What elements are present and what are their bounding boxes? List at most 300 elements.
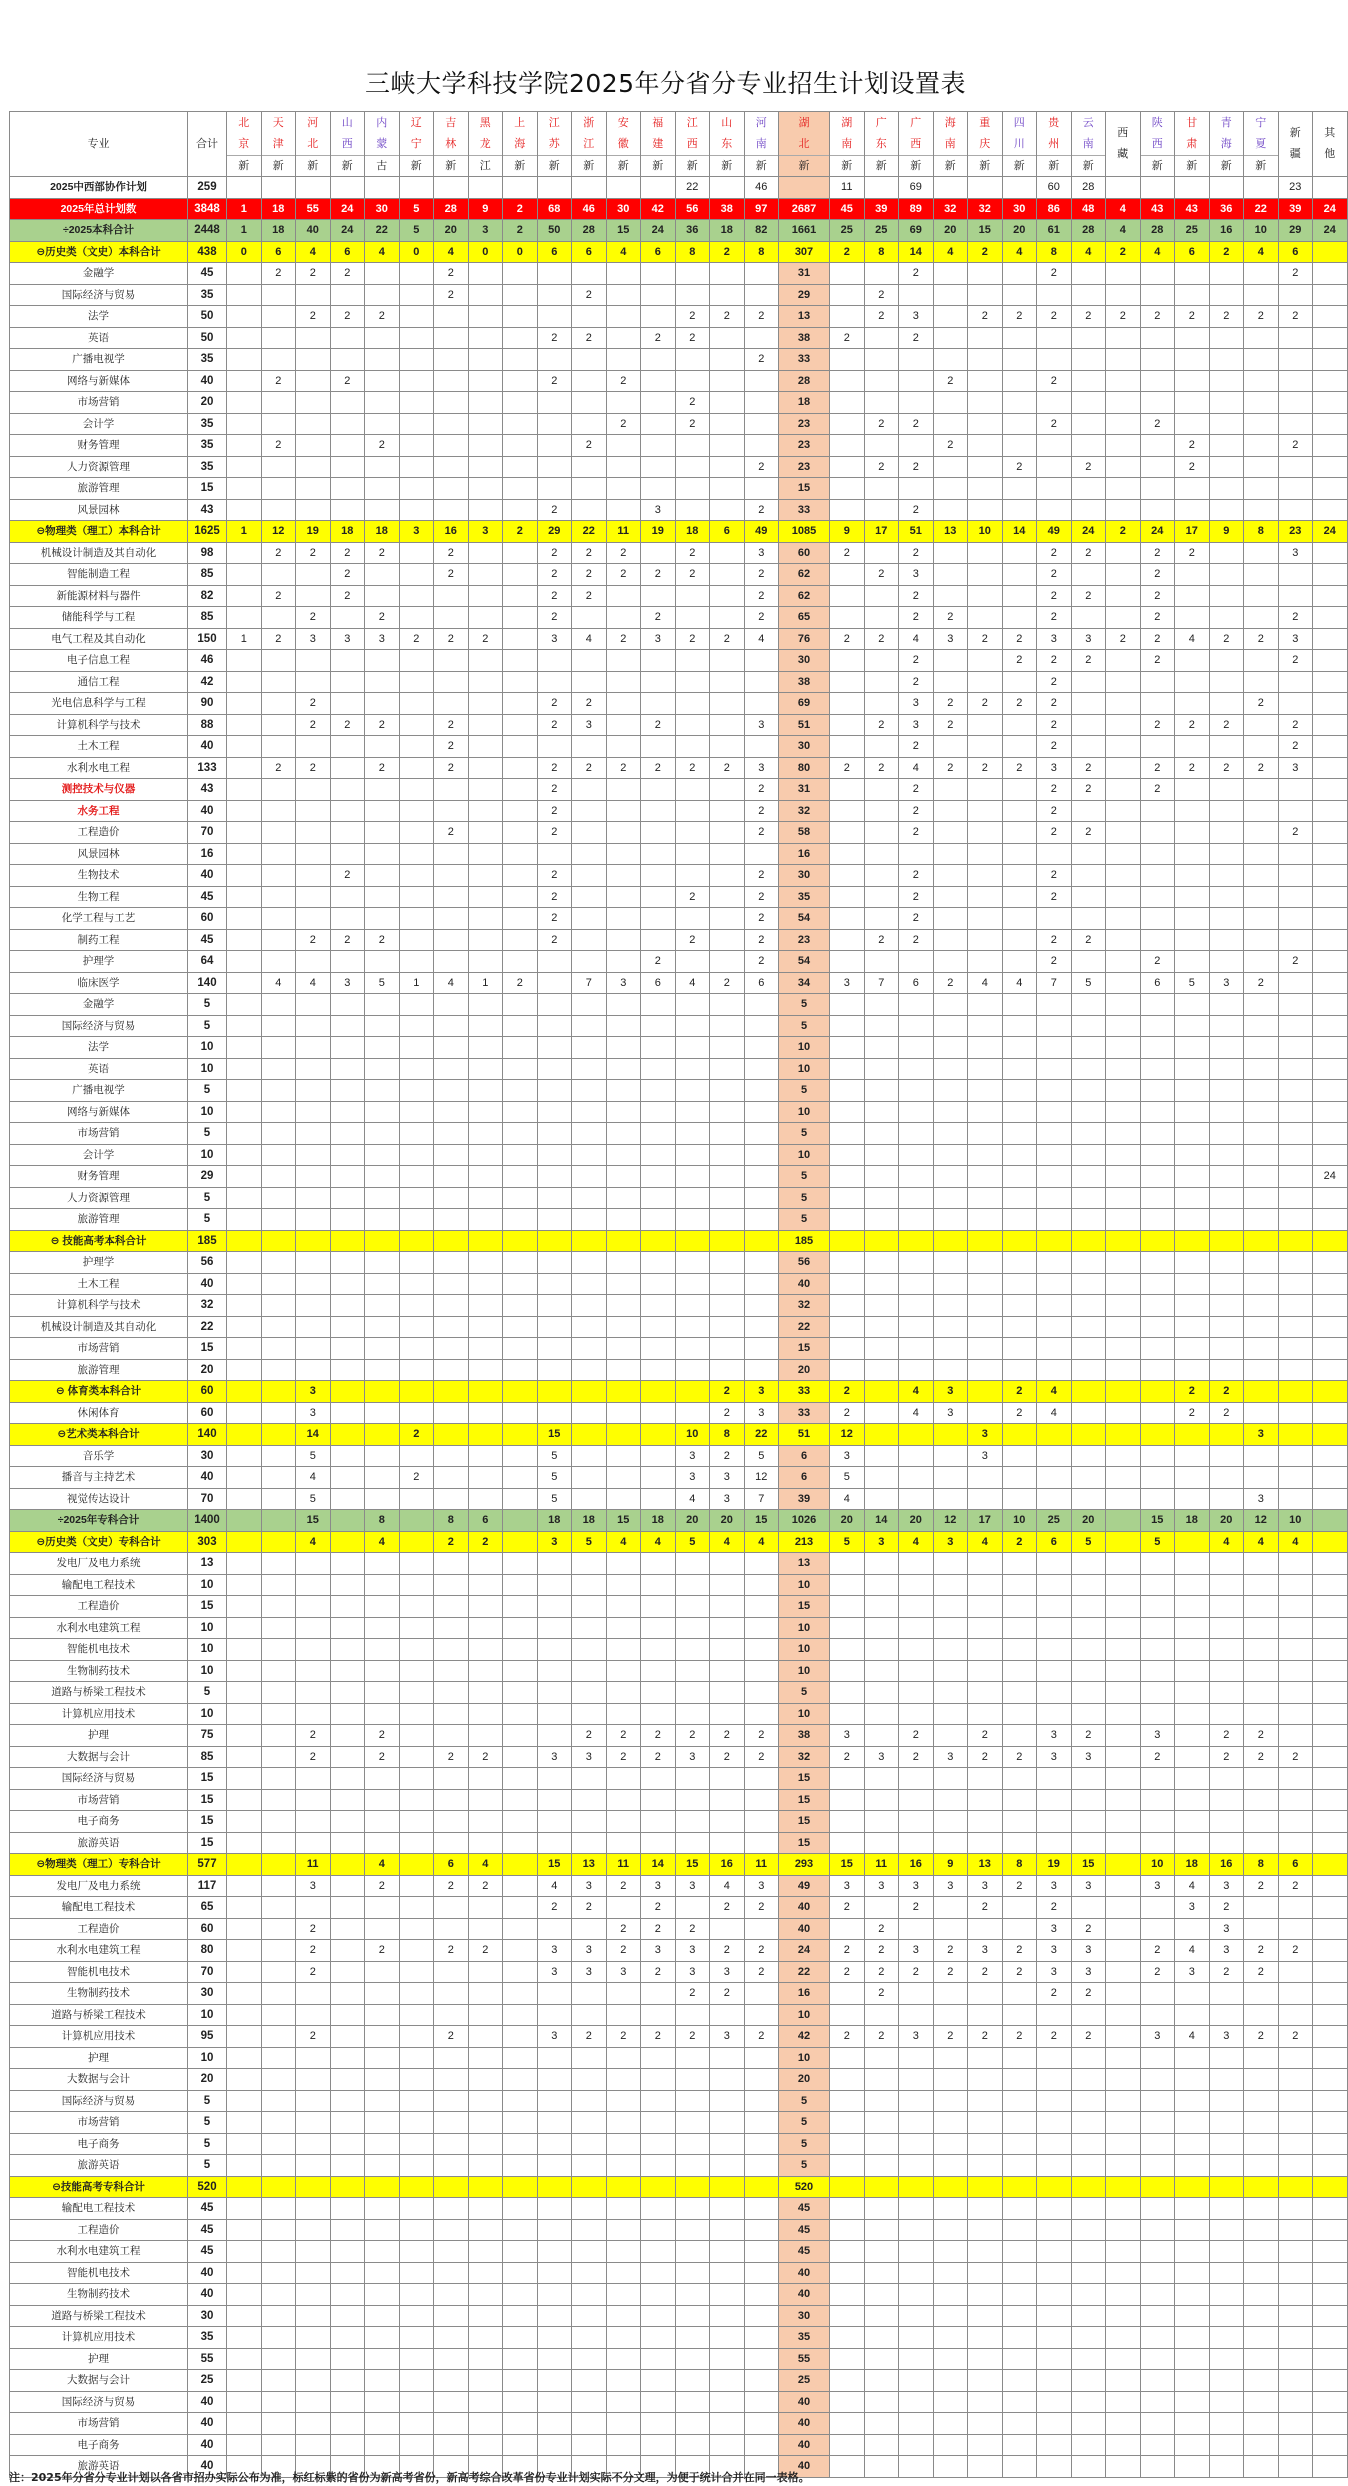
quota-cell (503, 757, 538, 779)
province-mark: 新 (1175, 155, 1209, 176)
quota-cell (365, 865, 400, 887)
quota-cell: 9 (1209, 521, 1244, 543)
quota-cell (261, 1424, 296, 1446)
table-row (10, 306, 1348, 328)
major-name: 旅游管理 (10, 1209, 188, 1231)
quota-cell (1244, 2133, 1279, 2155)
quota-cell (1278, 2047, 1313, 2069)
major-name: 音乐学 (10, 1445, 188, 1467)
quota-cell (864, 1402, 899, 1424)
quota-cell (365, 736, 400, 758)
quota-cell (261, 1789, 296, 1811)
quota-cell (933, 1832, 968, 1854)
quota-cell (1002, 671, 1037, 693)
quota-cell (434, 2004, 469, 2026)
quota-cell (227, 1510, 262, 1532)
quota-cell (1106, 327, 1141, 349)
quota-cell (1037, 1273, 1072, 1295)
quota-cell (227, 951, 262, 973)
quota-cell (933, 2004, 968, 2026)
quota-cell (1313, 951, 1348, 973)
table-row (10, 736, 1348, 758)
quota-cell (468, 564, 503, 586)
header-province (365, 112, 400, 177)
quota-cell (503, 1897, 538, 1919)
row-total: 15 (188, 1338, 227, 1360)
quota-cell: 4 (261, 972, 296, 994)
quota-cell (399, 2241, 434, 2263)
quota-cell (503, 1660, 538, 1682)
quota-cell (365, 2434, 400, 2456)
quota-cell (434, 1144, 469, 1166)
quota-cell: 86 (1037, 198, 1072, 220)
quota-cell (830, 2133, 865, 2155)
quota-cell (503, 1101, 538, 1123)
quota-cell: 2 (365, 607, 400, 629)
quota-cell (641, 2262, 676, 2284)
quota-cell (899, 2155, 934, 2177)
quota-cell (1071, 1359, 1106, 1381)
quota-cell (968, 843, 1003, 865)
quota-cell: 2 (899, 327, 934, 349)
quota-cell: 9 (933, 1854, 968, 1876)
major-name: ÷2025年专科合计 (10, 1510, 188, 1532)
quota-cell (1106, 413, 1141, 435)
row-total: 35 (188, 349, 227, 371)
quota-cell (503, 1875, 538, 1897)
quota-cell (744, 1037, 779, 1059)
quota-cell (227, 1961, 262, 1983)
quota-cell (227, 1295, 262, 1317)
quota-cell: 3 (641, 628, 676, 650)
quota-cell (1313, 1338, 1348, 1360)
quota-cell (399, 1058, 434, 1080)
quota-cell: 2 (1175, 435, 1210, 457)
province-char: 西 (686, 137, 698, 150)
quota-cell (365, 800, 400, 822)
quota-cell (330, 951, 365, 973)
quota-cell (399, 865, 434, 887)
row-total: 5 (188, 1209, 227, 1231)
quota-cell (1037, 2370, 1072, 2392)
quota-cell (330, 1015, 365, 1037)
quota-cell: 2 (968, 306, 1003, 328)
quota-cell (1278, 370, 1313, 392)
quota-cell (296, 1553, 331, 1575)
quota-cell (296, 2391, 331, 2413)
quota-cell (399, 1682, 434, 1704)
quota-cell (1175, 1832, 1210, 1854)
quota-cell (1209, 1703, 1244, 1725)
quota-cell: 2 (330, 865, 365, 887)
quota-cell (1278, 1682, 1313, 1704)
major-name: 国际经济与贸易 (10, 2391, 188, 2413)
quota-cell: 2 (330, 585, 365, 607)
quota-cell (537, 284, 572, 306)
quota-cell: 45 (830, 198, 865, 220)
quota-cell (1209, 1101, 1244, 1123)
quota-cell (365, 1166, 400, 1188)
quota-cell (675, 1144, 710, 1166)
quota-cell (830, 1811, 865, 1833)
quota-cell: 213 (779, 1531, 830, 1553)
quota-cell (434, 1316, 469, 1338)
quota-cell (1106, 284, 1141, 306)
quota-cell: 40 (779, 2284, 830, 2306)
quota-cell (399, 1746, 434, 1768)
quota-cell (606, 714, 641, 736)
quota-cell (537, 2069, 572, 2091)
quota-cell (1313, 757, 1348, 779)
quota-cell (1244, 671, 1279, 693)
quota-cell (1244, 2198, 1279, 2220)
quota-cell: 15 (779, 1832, 830, 1854)
quota-cell (1002, 2262, 1037, 2284)
quota-cell (434, 2413, 469, 2435)
quota-cell (675, 2219, 710, 2241)
quota-cell (1140, 2090, 1175, 2112)
quota-cell (503, 1488, 538, 1510)
quota-cell (330, 757, 365, 779)
quota-cell (468, 2348, 503, 2370)
quota-cell (744, 1015, 779, 1037)
quota-cell (296, 908, 331, 930)
quota-cell: 48 (1071, 198, 1106, 220)
quota-cell: 2 (1140, 585, 1175, 607)
quota-cell (1037, 2391, 1072, 2413)
table-row (10, 284, 1348, 306)
quota-cell (399, 1252, 434, 1274)
quota-cell (1071, 2133, 1106, 2155)
quota-cell (572, 822, 607, 844)
quota-cell (675, 908, 710, 930)
quota-cell (1140, 2456, 1175, 2478)
quota-cell: 2 (296, 607, 331, 629)
quota-cell (572, 370, 607, 392)
quota-cell: 10 (1244, 220, 1279, 242)
quota-cell (675, 349, 710, 371)
quota-cell (1175, 2047, 1210, 2069)
quota-cell (744, 1639, 779, 1661)
quota-cell (675, 1789, 710, 1811)
quota-cell (968, 1596, 1003, 1618)
quota-cell (572, 2370, 607, 2392)
quota-cell: 3 (1037, 1725, 1072, 1747)
quota-cell (899, 1596, 934, 1618)
quota-cell: 38 (779, 1725, 830, 1747)
quota-cell: 13 (779, 1553, 830, 1575)
quota-cell (933, 1101, 968, 1123)
quota-cell (1244, 2047, 1279, 2069)
quota-cell: 5 (779, 1015, 830, 1037)
quota-cell (572, 1918, 607, 1940)
quota-cell: 2 (330, 929, 365, 951)
summary-row (10, 1510, 1348, 1532)
quota-cell: 2 (1278, 714, 1313, 736)
quota-cell: 2 (710, 1897, 745, 1919)
quota-cell (933, 1230, 968, 1252)
quota-cell (1209, 284, 1244, 306)
quota-cell: 1 (468, 972, 503, 994)
quota-cell (399, 714, 434, 736)
quota-cell (641, 865, 676, 887)
quota-cell (641, 1015, 676, 1037)
quota-cell (1313, 1596, 1348, 1618)
quota-cell (330, 327, 365, 349)
quota-cell (434, 1488, 469, 1510)
quota-cell (899, 1101, 934, 1123)
quota-cell (1278, 1101, 1313, 1123)
quota-cell (1313, 908, 1348, 930)
quota-cell (434, 1359, 469, 1381)
quota-cell: 2 (710, 1725, 745, 1747)
quota-cell (1278, 2456, 1313, 2478)
header-province (261, 112, 296, 177)
quota-cell (710, 2047, 745, 2069)
quota-cell: 2 (675, 757, 710, 779)
quota-cell (1175, 607, 1210, 629)
quota-cell (261, 1703, 296, 1725)
quota-cell: 68 (537, 198, 572, 220)
quota-cell (572, 499, 607, 521)
quota-cell (1244, 2176, 1279, 2198)
province-mark: 新 (968, 155, 1002, 176)
quota-cell (1037, 478, 1072, 500)
quota-cell (572, 1187, 607, 1209)
quota-cell (434, 2090, 469, 2112)
quota-cell (710, 865, 745, 887)
quota-cell (933, 392, 968, 414)
quota-cell (572, 1209, 607, 1231)
quota-cell: 3 (675, 1445, 710, 1467)
quota-cell (227, 929, 262, 951)
quota-cell: 3 (537, 1531, 572, 1553)
quota-cell (710, 542, 745, 564)
quota-cell (468, 435, 503, 457)
quota-cell (1106, 2090, 1141, 2112)
quota-cell (330, 671, 365, 693)
major-name: 旅游英语 (10, 2456, 188, 2478)
quota-cell (606, 1424, 641, 1446)
quota-cell (744, 392, 779, 414)
quota-cell (227, 2413, 262, 2435)
quota-cell (572, 2241, 607, 2263)
quota-cell: 2 (1106, 241, 1141, 263)
quota-cell (641, 284, 676, 306)
quota-cell (641, 478, 676, 500)
quota-cell (1313, 1940, 1348, 1962)
major-name: 财务管理 (10, 1166, 188, 1188)
quota-cell (261, 2370, 296, 2392)
quota-cell: 2 (503, 220, 538, 242)
quota-cell (503, 1725, 538, 1747)
quota-cell (1278, 1488, 1313, 1510)
quota-cell: 2 (1244, 972, 1279, 994)
quota-cell (1278, 2284, 1313, 2306)
quota-cell (468, 1918, 503, 1940)
quota-cell (468, 929, 503, 951)
quota-cell: 20 (779, 2069, 830, 2091)
quota-cell (933, 2241, 968, 2263)
quota-cell (641, 1983, 676, 2005)
quota-cell (1313, 1768, 1348, 1790)
quota-cell (1071, 478, 1106, 500)
quota-cell (261, 1617, 296, 1639)
quota-cell (296, 2413, 331, 2435)
major-name: 水利水电建筑工程 (10, 2241, 188, 2263)
quota-cell (606, 1080, 641, 1102)
quota-cell (1175, 1746, 1210, 1768)
province-char: 辽 (410, 116, 422, 129)
quota-cell (744, 2305, 779, 2327)
row-total: 56 (188, 1252, 227, 1274)
row-total: 15 (188, 1789, 227, 1811)
major-name: 水利水电建筑工程 (10, 1617, 188, 1639)
quota-cell (572, 2391, 607, 2413)
quota-cell: 9 (830, 521, 865, 543)
quota-cell (1278, 1080, 1313, 1102)
quota-cell (468, 413, 503, 435)
row-total: 10 (188, 1703, 227, 1725)
quota-cell (1278, 1961, 1313, 1983)
quota-cell (1175, 1273, 1210, 1295)
province-mark: 新 (1244, 155, 1278, 176)
major-name: 机械设计制造及其自动化 (10, 1316, 188, 1338)
quota-cell (899, 1488, 934, 1510)
quota-cell (365, 2413, 400, 2435)
quota-cell: 6 (468, 1510, 503, 1532)
quota-cell (641, 2112, 676, 2134)
quota-cell (641, 1660, 676, 1682)
quota-cell: 39 (1278, 198, 1313, 220)
quota-cell: 4 (1175, 1940, 1210, 1962)
quota-cell (572, 1252, 607, 1274)
quota-cell (261, 1144, 296, 1166)
quota-cell (899, 1467, 934, 1489)
quota-cell: 23 (779, 435, 830, 457)
province-char: 林 (445, 137, 457, 150)
quota-cell (710, 499, 745, 521)
quota-cell (744, 2348, 779, 2370)
quota-cell (1244, 177, 1279, 199)
quota-cell (864, 1488, 899, 1510)
quota-cell (1209, 2456, 1244, 2478)
quota-cell (1313, 2391, 1348, 2413)
quota-cell (864, 736, 899, 758)
quota-cell: 60 (779, 542, 830, 564)
province-char: 其 (1324, 127, 1336, 139)
quota-cell (606, 2069, 641, 2091)
quota-cell (1002, 564, 1037, 586)
quota-cell: 2 (434, 564, 469, 586)
table-row (10, 1918, 1348, 1940)
quota-cell (830, 2198, 865, 2220)
quota-cell: 2 (744, 1746, 779, 1768)
quota-cell (1244, 499, 1279, 521)
quota-cell (606, 886, 641, 908)
quota-cell (864, 392, 899, 414)
quota-cell (968, 865, 1003, 887)
quota-cell (1140, 2198, 1175, 2220)
quota-cell (1278, 413, 1313, 435)
province-char: 川 (1013, 137, 1025, 150)
quota-cell (1037, 1101, 1072, 1123)
quota-cell (261, 1574, 296, 1596)
quota-cell: 3 (933, 1875, 968, 1897)
quota-cell (864, 349, 899, 371)
quota-cell: 3 (830, 1445, 865, 1467)
quota-cell (641, 2241, 676, 2263)
quota-cell (572, 1402, 607, 1424)
quota-cell (1175, 2155, 1210, 2177)
quota-cell (503, 1811, 538, 1833)
quota-cell (1037, 2262, 1072, 2284)
quota-cell (503, 693, 538, 715)
quota-cell (330, 1230, 365, 1252)
quota-cell (261, 779, 296, 801)
quota-cell: 15 (606, 1510, 641, 1532)
quota-cell (1175, 2176, 1210, 2198)
quota-cell (1106, 1510, 1141, 1532)
quota-cell: 18 (365, 521, 400, 543)
quota-cell (864, 435, 899, 457)
quota-cell (1209, 2305, 1244, 2327)
quota-cell (1106, 435, 1141, 457)
quota-cell (261, 1725, 296, 1747)
header-province (830, 112, 865, 177)
quota-cell (330, 1918, 365, 1940)
quota-cell (399, 2413, 434, 2435)
quota-cell (933, 671, 968, 693)
quota-cell (968, 1058, 1003, 1080)
quota-cell (330, 1058, 365, 1080)
quota-cell (864, 1101, 899, 1123)
quota-cell (1244, 865, 1279, 887)
quota-cell (434, 1596, 469, 1618)
quota-cell (864, 1080, 899, 1102)
quota-cell (503, 1940, 538, 1962)
quota-cell: 3 (537, 2026, 572, 2048)
quota-cell (1037, 1617, 1072, 1639)
quota-cell (261, 2176, 296, 2198)
quota-cell (468, 2284, 503, 2306)
quota-cell (1106, 800, 1141, 822)
quota-cell (864, 607, 899, 629)
quota-cell (1106, 1187, 1141, 1209)
quota-cell (227, 2026, 262, 2048)
quota-cell (1140, 1338, 1175, 1360)
quota-cell (1002, 1123, 1037, 1145)
quota-cell (1244, 1811, 1279, 1833)
quota-cell (503, 1424, 538, 1446)
quota-cell (572, 607, 607, 629)
quota-cell: 2 (744, 929, 779, 951)
quota-cell: 3 (537, 628, 572, 650)
quota-cell (503, 2413, 538, 2435)
major-name: ⊖ 技能高考本科合计 (10, 1230, 188, 1252)
quota-cell (365, 1037, 400, 1059)
quota-cell (537, 1660, 572, 1682)
quota-cell (1244, 843, 1279, 865)
quota-cell (296, 1316, 331, 1338)
quota-cell (537, 1015, 572, 1037)
quota-cell (744, 2219, 779, 2241)
quota-cell (296, 994, 331, 1016)
province-char: 徽 (617, 137, 629, 150)
quota-cell (1175, 886, 1210, 908)
quota-cell (261, 1058, 296, 1080)
quota-cell (830, 1574, 865, 1596)
